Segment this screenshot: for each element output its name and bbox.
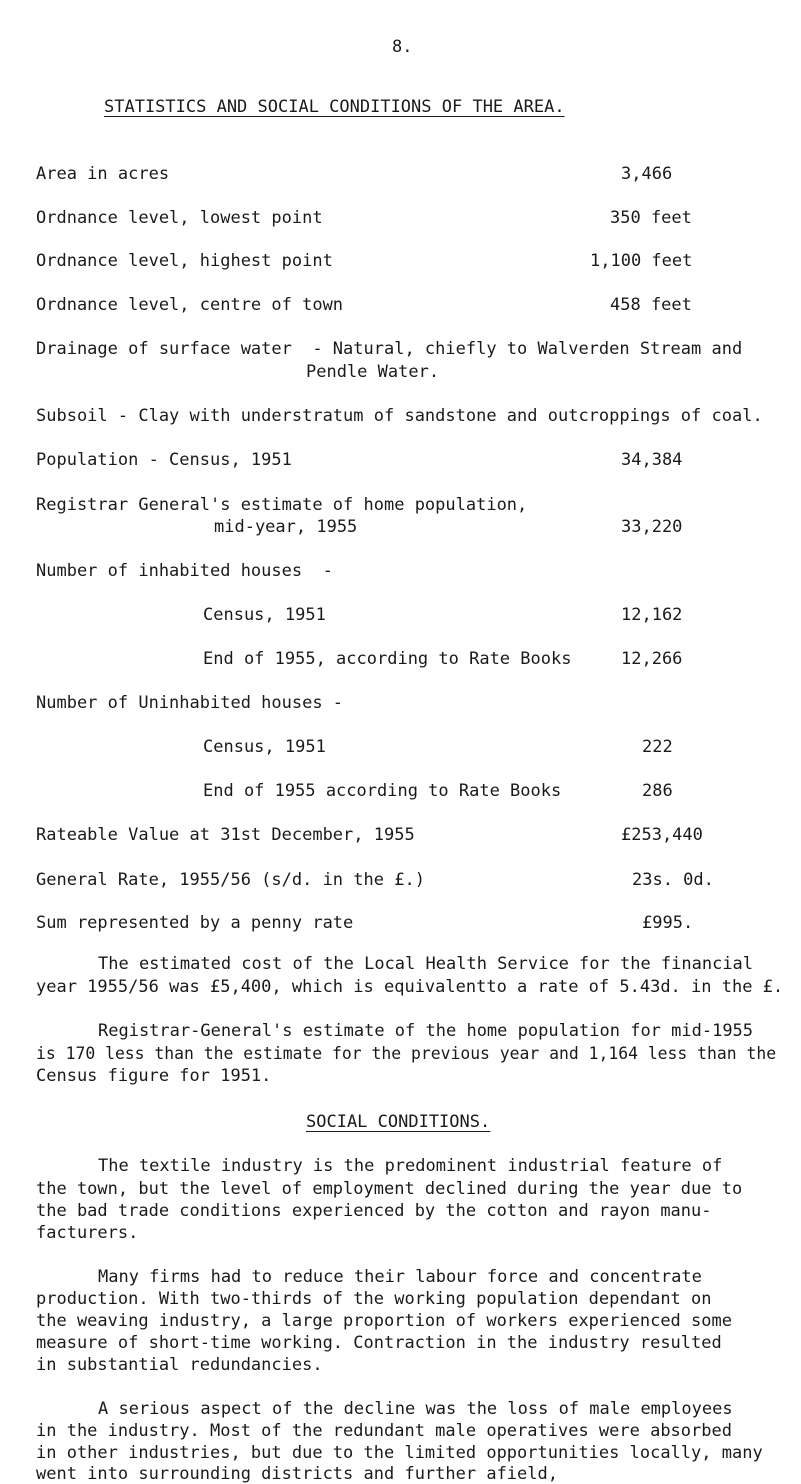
highest-point-label: Ordnance level, highest point (36, 251, 333, 271)
rateable-label: Rateable Value at 31st December, 1955 (36, 825, 415, 845)
general-rate-label: General Rate, 1955/56 (s/d. in the £.) (36, 870, 425, 890)
page-title: STATISTICS AND SOCIAL CONDITIONS OF THE AREA. (104, 97, 565, 117)
uninhabited-end-label: End of 1955 according to Rate Books (203, 781, 562, 801)
social-p2-line-2: production. With two-thirds of the working population dependant on (36, 1289, 712, 1309)
estimate-line-2: is 170 less than the estimate for the previous year and 1,164 less than the (36, 1044, 777, 1063)
social-p1-line-4: facturers. (36, 1223, 139, 1243)
uninhabited-heading: Number of Uninhabited houses - (36, 693, 344, 713)
cost-line-1: The estimated cost of the Local Health Service for the financial (98, 954, 754, 974)
population-value: 34,384 (621, 450, 683, 470)
drainage-line-2: Pendle Water. (306, 362, 440, 382)
page-number: 8. (392, 37, 413, 57)
inhabited-census-label: Census, 1951 (203, 605, 326, 625)
inhabited-census-value: 12,162 (621, 605, 683, 625)
social-heading: SOCIAL CONDITIONS. (306, 1112, 491, 1132)
uninhabited-census-label: Census, 1951 (203, 737, 326, 757)
inhabited-end-value: 12,266 (621, 649, 683, 669)
cost-line-2: year 1955/56 was £5,400, which is equivalentto a rate of 5.43d. in the £. (36, 977, 784, 997)
social-p1-line-2: the town, but the level of employment declined during the year due to (36, 1179, 743, 1199)
penny-rate-label: Sum represented by a penny rate (36, 913, 354, 933)
social-p3-line-4: went into surrounding districts and further afield, (36, 1464, 558, 1484)
social-p2-line-4: measure of short-time working. Contraction in the industry resulted (36, 1333, 722, 1353)
centre-town-label: Ordnance level, centre of town (36, 295, 344, 315)
registrar-value: 33,220 (621, 517, 683, 537)
area-value: 3,466 (621, 164, 673, 184)
highest-point-value: 1,100 feet (590, 251, 693, 271)
general-rate-value: 23s. 0d. (632, 870, 714, 890)
registrar-line-1: Registrar General's estimate of home population, (36, 495, 528, 515)
inhabited-heading: Number of inhabited houses - (36, 561, 333, 581)
social-p2-line-5: in substantial redundancies. (36, 1355, 323, 1375)
social-p1-line-3: the bad trade conditions experienced by the cotton and rayon manu- (36, 1201, 712, 1221)
population-label: Population - Census, 1951 (36, 450, 292, 470)
social-p3-line-3: in other industries, but due to the limited opportunities locally, many (36, 1443, 763, 1463)
social-p3-line-1: A serious aspect of the decline was the loss of male employees (98, 1399, 733, 1419)
registrar-line-2: mid-year, 1955 (214, 517, 358, 537)
estimate-line-3: Census figure for 1951. (36, 1066, 272, 1086)
area-label: Area in acres (36, 164, 170, 184)
uninhabited-census-value: 222 (642, 737, 673, 757)
social-p3-line-2: in the industry. Most of the redundant male operatives were absorbed (36, 1421, 732, 1441)
inhabited-end-label: End of 1955, according to Rate Books (203, 649, 572, 669)
subsoil-line: Subsoil - Clay with understratum of sandstone and outcroppings of coal. (36, 406, 763, 426)
centre-town-value: 458 feet (610, 295, 692, 315)
social-p1-line-1: The textile industry is the predominent industrial feature of (98, 1156, 723, 1176)
lowest-point-label: Ordnance level, lowest point (36, 208, 323, 228)
rateable-value: £253,440 (621, 825, 703, 845)
drainage-line-1: Drainage of surface water - Natural, chiefly to Walverden Stream and (36, 339, 743, 359)
social-p2-line-1: Many firms had to reduce their labour force and concentrate (98, 1267, 702, 1287)
uninhabited-end-value: 286 (642, 781, 673, 801)
estimate-line-1: Registrar-General's estimate of the home population for mid-1955 (98, 1021, 754, 1041)
lowest-point-value: 350 feet (610, 208, 692, 228)
social-p2-line-3: the weaving industry, a large proportion of workers experienced some (36, 1311, 732, 1331)
penny-rate-value: £995. (642, 913, 694, 933)
